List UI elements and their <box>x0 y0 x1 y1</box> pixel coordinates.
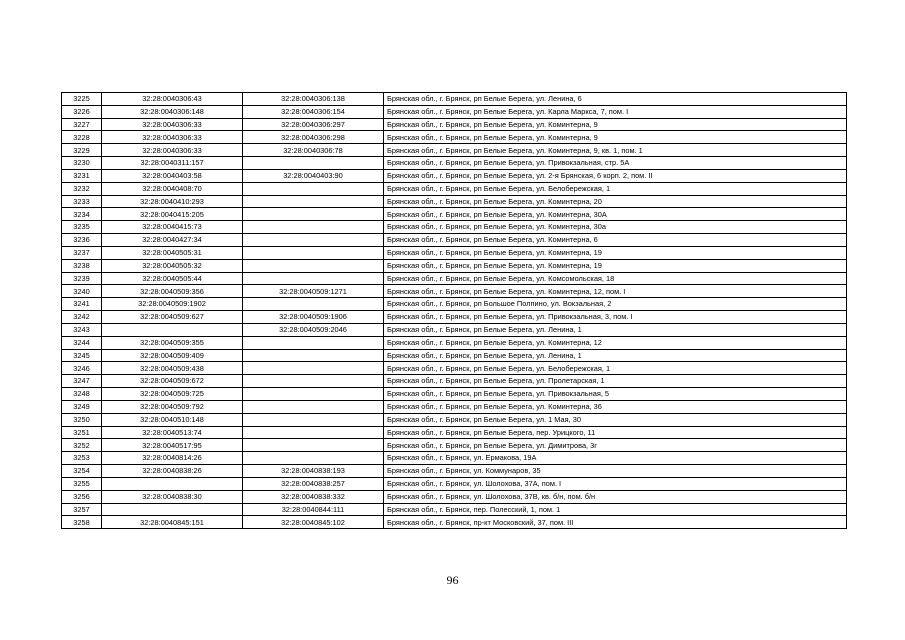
object-cadastral-number-cell <box>243 375 384 388</box>
address-cell: Брянская обл., г. Брянск, рп Белые Берега, ул. Ленина, 1 <box>384 323 847 336</box>
row-number-cell: 3256 <box>62 490 102 503</box>
table-row <box>62 131 847 144</box>
object-cadastral-number-cell <box>243 195 384 208</box>
cadastral-number-cell: 32:28:0040306:43 <box>102 93 243 106</box>
row-number-cell: 3234 <box>62 208 102 221</box>
row-number-cell: 3241 <box>62 298 102 311</box>
address-cell: Брянская обл., г. Брянск, рп Белые Берега, пер. Урицкого, 11 <box>384 426 847 439</box>
row-number-cell: 3239 <box>62 272 102 285</box>
object-cadastral-number-cell: 32:28:0040509:1271 <box>243 285 384 298</box>
row-number-cell: 3248 <box>62 388 102 401</box>
row-number-cell: 3249 <box>62 400 102 413</box>
address-cell: Брянская обл., г. Брянск, рп Большое Полпино, ул. Вокзальная, 2 <box>384 298 847 311</box>
table-row <box>62 362 847 375</box>
table-row <box>62 426 847 439</box>
address-cell: Брянская обл., г. Брянск, рп Белые Берега, ул. Коминтерна, 12 <box>384 336 847 349</box>
table-row <box>62 452 847 465</box>
table-row <box>62 503 847 516</box>
row-number-cell: 3243 <box>62 323 102 336</box>
row-number-cell: 3258 <box>62 516 102 529</box>
cadastral-number-cell: 32:28:0040513:74 <box>102 426 243 439</box>
table-row <box>62 349 847 362</box>
table-row <box>62 182 847 195</box>
cadastral-number-cell: 32:28:0040517:95 <box>102 439 243 452</box>
cadastral-number-cell: 32:28:0040415:205 <box>102 208 243 221</box>
address-cell: Брянская обл., г. Брянск, рп Белые Берега, ул. Ленина, 1 <box>384 349 847 362</box>
address-cell: Брянская обл., г. Брянск, рп Белые Берега, ул. Привокзальная, 3, пом. I <box>384 311 847 324</box>
address-cell: Брянская обл., г. Брянск, рп Белые Берега, ул. Ленина, 6 <box>384 93 847 106</box>
registry-table-body <box>62 93 847 529</box>
table-row <box>62 336 847 349</box>
object-cadastral-number-cell: 32:28:0040306:297 <box>243 118 384 131</box>
address-cell: Брянская обл., г. Брянск, ул. Коммунаров, 35 <box>384 465 847 478</box>
object-cadastral-number-cell: 32:28:0040306:78 <box>243 144 384 157</box>
row-number-cell: 3225 <box>62 93 102 106</box>
address-cell: Брянская обл., г. Брянск, рп Белые Берега, ул. Комсомольская, 18 <box>384 272 847 285</box>
row-number-cell: 3254 <box>62 465 102 478</box>
table-row <box>62 285 847 298</box>
address-cell: Брянская обл., г. Брянск, ул. Ермакова, 19А <box>384 452 847 465</box>
row-number-cell: 3246 <box>62 362 102 375</box>
cadastral-number-cell <box>102 323 243 336</box>
object-cadastral-number-cell <box>243 452 384 465</box>
table-row <box>62 375 847 388</box>
row-number-cell: 3252 <box>62 439 102 452</box>
object-cadastral-number-cell <box>243 362 384 375</box>
cadastral-number-cell: 32:28:0040509:672 <box>102 375 243 388</box>
table-row <box>62 439 847 452</box>
row-number-cell: 3229 <box>62 144 102 157</box>
object-cadastral-number-cell <box>243 182 384 195</box>
address-cell: Брянская обл., г. Брянск, рп Белые Берега, ул. Коминтерна, 9, кв. 1, пом. 1 <box>384 144 847 157</box>
address-cell: Брянская обл., г. Брянск, ул. Шолохова, 37В, кв. б/н, пом. б/н <box>384 490 847 503</box>
table-row <box>62 490 847 503</box>
table-row <box>62 144 847 157</box>
object-cadastral-number-cell <box>243 336 384 349</box>
object-cadastral-number-cell <box>243 221 384 234</box>
cadastral-number-cell: 32:28:0040838:26 <box>102 465 243 478</box>
object-cadastral-number-cell <box>243 272 384 285</box>
table-row <box>62 208 847 221</box>
address-cell: Брянская обл., г. Брянск, рп Белые Берега, ул. Привокзальная, 5 <box>384 388 847 401</box>
cadastral-number-cell: 32:28:0040306:148 <box>102 105 243 118</box>
cadastral-number-cell: 32:28:0040415:73 <box>102 221 243 234</box>
cadastral-number-cell: 32:28:0040814:26 <box>102 452 243 465</box>
address-cell: Брянская обл., г. Брянск, рп Белые Берега, ул. Коминтерна, 19 <box>384 259 847 272</box>
address-cell: Брянская обл., г. Брянск, рп Белые Берега, ул. Коминтерна, 30А <box>384 208 847 221</box>
page-number: 96 <box>446 573 459 587</box>
row-number-cell: 3235 <box>62 221 102 234</box>
table-row <box>62 323 847 336</box>
address-cell: Брянская обл., г. Брянск, рп Белые Берега, ул. Коминтерна, 20 <box>384 195 847 208</box>
table-row <box>62 93 847 106</box>
object-cadastral-number-cell <box>243 246 384 259</box>
address-cell: Брянская обл., г. Брянск, рп Белые Берега, ул. Коминтерна, 9 <box>384 118 847 131</box>
cadastral-number-cell: 32:28:0040306:33 <box>102 144 243 157</box>
table-row <box>62 272 847 285</box>
table-row <box>62 388 847 401</box>
row-number-cell: 3236 <box>62 234 102 247</box>
cadastral-number-cell <box>102 477 243 490</box>
row-number-cell: 3240 <box>62 285 102 298</box>
cadastral-number-cell: 32:28:0040509:355 <box>102 336 243 349</box>
row-number-cell: 3245 <box>62 349 102 362</box>
object-cadastral-number-cell <box>243 413 384 426</box>
address-cell: Брянская обл., г. Брянск, рп Белые Берега, ул. Белобережская, 1 <box>384 182 847 195</box>
row-number-cell: 3244 <box>62 336 102 349</box>
row-number-cell: 3255 <box>62 477 102 490</box>
table-row <box>62 259 847 272</box>
object-cadastral-number-cell: 32:28:0040845:102 <box>243 516 384 529</box>
cadastral-number-cell: 32:28:0040306:33 <box>102 131 243 144</box>
object-cadastral-number-cell: 32:28:0040838:257 <box>243 477 384 490</box>
cadastral-number-cell: 32:28:0040509:356 <box>102 285 243 298</box>
row-number-cell: 3233 <box>62 195 102 208</box>
object-cadastral-number-cell <box>243 388 384 401</box>
object-cadastral-number-cell: 32:28:0040306:154 <box>243 105 384 118</box>
address-cell: Брянская обл., г. Брянск, рп Белые Берега, ул. Белобережская, 1 <box>384 362 847 375</box>
object-cadastral-number-cell: 32:28:0040844:111 <box>243 503 384 516</box>
table-row <box>62 311 847 324</box>
row-number-cell: 3247 <box>62 375 102 388</box>
row-number-cell: 3231 <box>62 169 102 182</box>
row-number-cell: 3232 <box>62 182 102 195</box>
cadastral-number-cell: 32:28:0040410:293 <box>102 195 243 208</box>
address-cell: Брянская обл., г. Брянск, рп Белые Берега, ул. Коминтерна, 36 <box>384 400 847 413</box>
cadastral-number-cell: 32:28:0040509:1902 <box>102 298 243 311</box>
cadastral-number-cell: 32:28:0040845:151 <box>102 516 243 529</box>
cadastral-number-cell: 32:28:0040505:32 <box>102 259 243 272</box>
row-number-cell: 3237 <box>62 246 102 259</box>
object-cadastral-number-cell: 32:28:0040403:90 <box>243 169 384 182</box>
row-number-cell: 3251 <box>62 426 102 439</box>
table-row <box>62 105 847 118</box>
cadastral-number-cell: 32:28:0040311:157 <box>102 157 243 170</box>
address-cell: Брянская обл., г. Брянск, пер. Полесский, 1, пом. 1 <box>384 503 847 516</box>
row-number-cell: 3228 <box>62 131 102 144</box>
row-number-cell: 3227 <box>62 118 102 131</box>
table-row <box>62 221 847 234</box>
cadastral-number-cell: 32:28:0040403:58 <box>102 169 243 182</box>
cadastral-number-cell: 32:28:0040509:438 <box>102 362 243 375</box>
cadastral-number-cell: 32:28:0040509:792 <box>102 400 243 413</box>
table-row <box>62 234 847 247</box>
object-cadastral-number-cell: 32:28:0040838:193 <box>243 465 384 478</box>
cadastral-number-cell: 32:28:0040838:30 <box>102 490 243 503</box>
registry-table <box>61 92 847 529</box>
cadastral-number-cell: 32:28:0040505:31 <box>102 246 243 259</box>
address-cell: Брянская обл., г. Брянск, пр-кт Московский, 37, пом. III <box>384 516 847 529</box>
table-row <box>62 298 847 311</box>
cadastral-number-cell: 32:28:0040509:409 <box>102 349 243 362</box>
cadastral-number-cell <box>102 503 243 516</box>
table-row <box>62 246 847 259</box>
row-number-cell: 3226 <box>62 105 102 118</box>
cadastral-number-cell: 32:28:0040306:33 <box>102 118 243 131</box>
table-row <box>62 477 847 490</box>
row-number-cell: 3253 <box>62 452 102 465</box>
address-cell: Брянская обл., г. Брянск, рп Белые Берега, ул. Коминтерна, 12, пом. I <box>384 285 847 298</box>
address-cell: Брянская обл., г. Брянск, рп Белые Берега, ул. Привокзальная, стр. 5А <box>384 157 847 170</box>
table-row <box>62 157 847 170</box>
table-row <box>62 118 847 131</box>
cadastral-number-cell: 32:28:0040509:725 <box>102 388 243 401</box>
object-cadastral-number-cell: 32:28:0040838:332 <box>243 490 384 503</box>
object-cadastral-number-cell <box>243 208 384 221</box>
cadastral-number-cell: 32:28:0040509:627 <box>102 311 243 324</box>
object-cadastral-number-cell <box>243 439 384 452</box>
row-number-cell: 3242 <box>62 311 102 324</box>
row-number-cell: 3257 <box>62 503 102 516</box>
address-cell: Брянская обл., г. Брянск, рп Белые Берега, ул. Карла Маркса, 7, пом. I <box>384 105 847 118</box>
address-cell: Брянская обл., г. Брянск, рп Белые Берега, ул. 1 Мая, 30 <box>384 413 847 426</box>
table-row <box>62 195 847 208</box>
cadastral-number-cell: 32:28:0040427:34 <box>102 234 243 247</box>
object-cadastral-number-cell <box>243 259 384 272</box>
row-number-cell: 3250 <box>62 413 102 426</box>
table-row <box>62 400 847 413</box>
object-cadastral-number-cell <box>243 426 384 439</box>
table-row <box>62 516 847 529</box>
address-cell: Брянская обл., г. Брянск, рп Белые Берега, ул. Димитрова, 3г <box>384 439 847 452</box>
object-cadastral-number-cell <box>243 298 384 311</box>
cadastral-number-cell: 32:28:0040505:44 <box>102 272 243 285</box>
address-cell: Брянская обл., г. Брянск, рп Белые Берега, ул. Коминтерна, 9 <box>384 131 847 144</box>
address-cell: Брянская обл., г. Брянск, рп Белые Берега, ул. Коминтерна, 30а <box>384 221 847 234</box>
address-cell: Брянская обл., г. Брянск, рп Белые Берега, ул. Коминтерна, 19 <box>384 246 847 259</box>
cadastral-number-cell: 32:28:0040408:70 <box>102 182 243 195</box>
object-cadastral-number-cell <box>243 234 384 247</box>
object-cadastral-number-cell: 32:28:0040306:298 <box>243 131 384 144</box>
object-cadastral-number-cell <box>243 157 384 170</box>
row-number-cell: 3238 <box>62 259 102 272</box>
address-cell: Брянская обл., г. Брянск, рп Белые Берега, ул. 2-я Брянская, 6 корп. 2, пом. II <box>384 169 847 182</box>
row-number-cell: 3230 <box>62 157 102 170</box>
table-row <box>62 413 847 426</box>
address-cell: Брянская обл., г. Брянск, рп Белые Берега, ул. Коминтерна, 6 <box>384 234 847 247</box>
table-row <box>62 465 847 478</box>
address-cell: Брянская обл., г. Брянск, ул. Шолохова, 37А, пом. I <box>384 477 847 490</box>
cadastral-number-cell: 32:28:0040510:148 <box>102 413 243 426</box>
object-cadastral-number-cell <box>243 400 384 413</box>
object-cadastral-number-cell <box>243 349 384 362</box>
object-cadastral-number-cell: 32:28:0040509:1906 <box>243 311 384 324</box>
object-cadastral-number-cell: 32:28:0040509:2046 <box>243 323 384 336</box>
object-cadastral-number-cell: 32:28:0040306:138 <box>243 93 384 106</box>
address-cell: Брянская обл., г. Брянск, рп Белые Берега, ул. Пролетарская, 1 <box>384 375 847 388</box>
table-row <box>62 169 847 182</box>
